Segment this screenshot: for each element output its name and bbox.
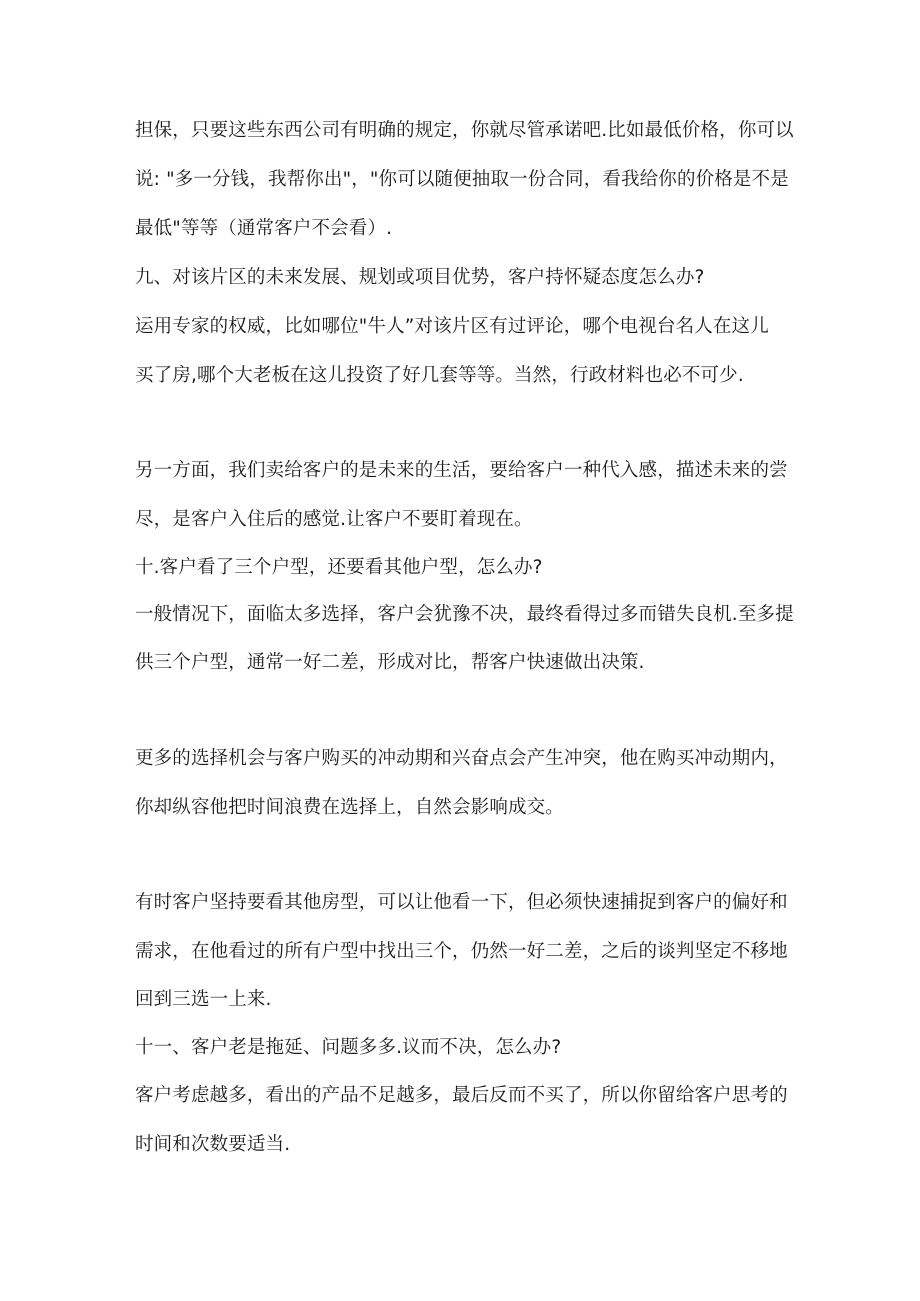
- text-line: 最低"等等（通常客户不会看）.: [135, 218, 393, 239]
- text-line: 有时客户坚持要看其他房型，可以让他看一下，但必须快速捕捉到客户的偏好和: [135, 892, 788, 913]
- text-line: 担保，只要这些东西公司有明确的规定，你就尽管承诺吧.比如最低价格，你可以: [135, 120, 794, 141]
- text-line: 时间和次数要适当.: [135, 1134, 291, 1155]
- text-line: 更多的选择机会与客户购买的冲动期和兴奋点会产生冲突，他在购买冲动期内，: [135, 748, 788, 769]
- text-line: 买了房,哪个大老板在这儿投资了好几套等等。当然，行政材料也必不可少.: [135, 365, 744, 386]
- text-line: 供三个户型，通常一好二差，形成对比，帮客户快速做出决策.: [135, 652, 645, 673]
- text-line: 一般情况下，面临太多选择，客户会犹豫不决，最终看得过多而错失良机.至多提: [135, 604, 794, 625]
- text-line: 回到三选一上来.: [135, 989, 272, 1010]
- text-line: 客户考虑越多，看出的产品不足越多，最后反而不买了，所以你留给客户思考的: [135, 1085, 788, 1106]
- section-heading: 十.客户看了三个户型，还要看其他户型，怎么办?: [135, 557, 543, 578]
- text-line: 说: "多一分钱，我帮你出"，"你可以随便抽取一份合同，看我给你的价格是不是: [135, 169, 789, 190]
- text-line: 尽，是客户入住后的感觉.让客户不要盯着现在。: [135, 509, 533, 530]
- text-line: 另一方面，我们卖给客户的是未来的生活，要给客户一种代入感，描述未来的尝: [135, 460, 788, 481]
- text-line: 需求，在他看过的所有户型中找出三个，仍然一好二差，之后的谈判坚定不移地: [135, 941, 788, 962]
- text-line: 运用专家的权威，比如哪位"牛人”对该片区有过评论，哪个电视台名人在这儿: [135, 316, 769, 337]
- section-heading: 十一、客户老是拖延、问题多多.议而不决，怎么办?: [135, 1037, 562, 1058]
- section-heading: 九、对该片区的未来发展、规划或项目优势，客户持怀疑态度怎么办?: [135, 267, 705, 288]
- text-line: 你却纵容他把时间浪费在选择上，自然会影响成交。: [135, 797, 564, 818]
